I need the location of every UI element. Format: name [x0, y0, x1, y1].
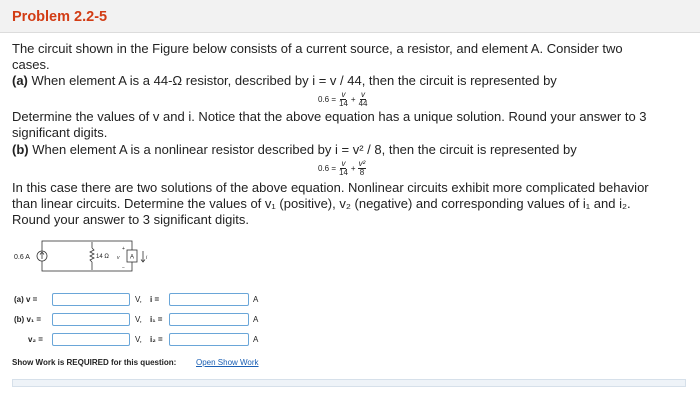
case-line-1: In this case there are two solutions of the above equation. Nonlinear circuits exhibit more complicated behavior	[12, 180, 649, 195]
determine-line-2: significant digits.	[12, 125, 108, 140]
part-a-description: When element A is a 44-Ω resistor, described by i = v / 44, then the circuit is represented by	[31, 73, 557, 88]
answer-c-i-unit: A	[253, 335, 259, 344]
element-a-label: A	[130, 254, 135, 261]
circuit-diagram	[12, 235, 162, 275]
show-work-area[interactable]	[12, 379, 686, 387]
eq-a-plus: +	[350, 95, 356, 104]
i-label: i	[146, 255, 148, 261]
answer-a-v-unit: V,	[135, 295, 142, 304]
part-b-description: When element A is a nonlinear resistor described by i = v² / 8, then the circuit is represented by	[32, 142, 577, 157]
part-a-tag: (a)	[12, 73, 28, 88]
eq-a-term-2: $\frac{v}{44}$	[358, 90, 368, 108]
answer-c-v-label: v₂ =	[28, 335, 43, 344]
problem-header	[0, 0, 700, 33]
answer-b-v-unit: V,	[135, 315, 142, 324]
answer-c-v-unit: V,	[135, 335, 142, 344]
answer-c-i-label: i₂ =	[150, 335, 163, 344]
answer-a-v-input[interactable]	[52, 293, 130, 306]
answer-b-i-input[interactable]	[169, 313, 249, 326]
answer-a-v-label: (a) v =	[14, 295, 38, 304]
part-b-text	[12, 141, 577, 158]
answer-b-i-unit: A	[253, 315, 259, 324]
answer-c-v-input[interactable]	[52, 333, 130, 346]
part-b-tag: (b)	[12, 142, 29, 157]
eq-b-term-2: $\frac{\text{v²}}{8}$	[358, 159, 366, 177]
answer-b-i-label: i₁ =	[150, 315, 163, 324]
resistor-label: 14 Ω	[96, 254, 109, 260]
answer-a-i-unit: A	[253, 295, 259, 304]
open-show-work-link[interactable]: Open Show Work	[196, 358, 259, 367]
eq-b-plus: +	[350, 164, 356, 173]
equation-a	[318, 91, 371, 108]
eq-a-term-1: $\frac{v}{14}$	[339, 90, 348, 108]
answer-a-i-label: i =	[150, 295, 160, 304]
case-line-3: Round your answer to 3 significant digits.	[12, 212, 250, 227]
intro-line-2: cases.	[12, 57, 50, 72]
minus-label: −	[122, 265, 125, 271]
part-a-text	[12, 72, 557, 89]
determine-line-1: Determine the values of v and i. Notice that the above equation has a unique solution. Round your answer to 3	[12, 109, 647, 124]
equation-b	[318, 160, 368, 177]
eq-b-term-1: $\frac{v}{14}$	[339, 159, 348, 177]
intro-line-1: The circuit shown in the Figure below consists of a current source, a resistor, and element A. Consider two	[12, 41, 623, 56]
answer-a-i-input[interactable]	[169, 293, 249, 306]
v-label: v	[117, 255, 120, 261]
answer-b-v-input[interactable]	[52, 313, 130, 326]
source-label: 0.6 A	[14, 254, 30, 261]
case-line-2: than linear circuits. Determine the values of v₁ (positive), v₂ (negative) and corresponding values of i₁ and i₂.	[12, 196, 631, 211]
answer-b-v-label: (b) v₁ =	[14, 315, 42, 324]
eq-b-lhs: 0.6 =	[318, 164, 337, 173]
plus-label: +	[122, 246, 125, 252]
eq-a-lhs: 0.6 =	[318, 95, 337, 104]
problem-title: Problem 2.2-5	[12, 9, 108, 25]
resistor-icon	[90, 248, 94, 262]
answer-c-i-input[interactable]	[169, 333, 249, 346]
show-work-label: Show Work is REQUIRED for this question:	[12, 358, 177, 367]
